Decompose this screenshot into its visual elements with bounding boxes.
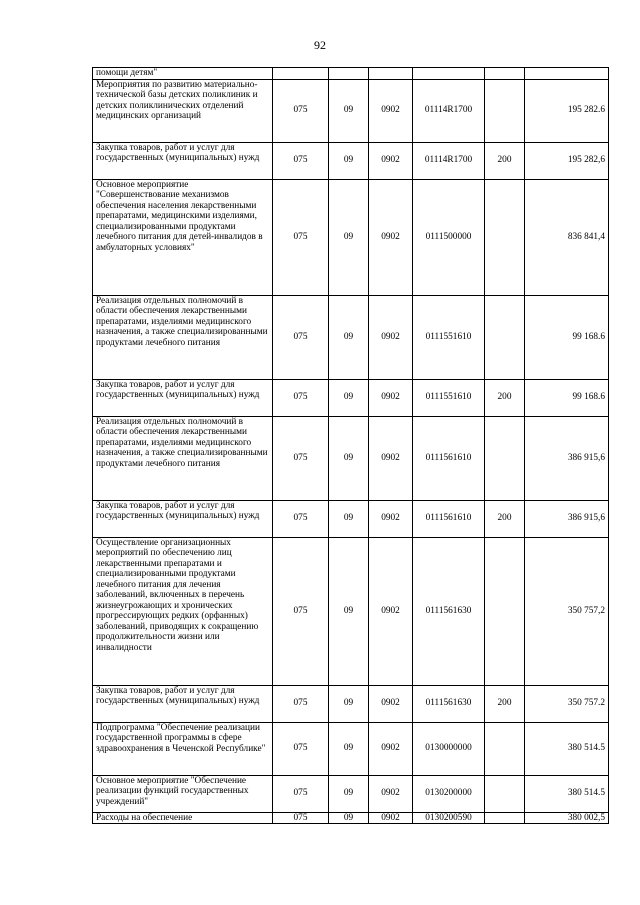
ministry-code-cell: 075: [273, 295, 329, 379]
ministry-code-cell: 075: [273, 722, 329, 775]
subsection-code-cell: 0902: [369, 416, 413, 500]
expense-type-cell: [485, 775, 525, 812]
subsection-code-cell: 0902: [369, 179, 413, 295]
target-article-cell: 0111561610: [413, 416, 485, 500]
amount-cell: 195 282,6: [525, 142, 609, 179]
ministry-code-cell: [273, 68, 329, 80]
table-row: [93, 722, 609, 775]
amount-cell: 350 757.2: [525, 685, 609, 722]
expense-type-cell: [485, 179, 525, 295]
subsection-code-cell: 0902: [369, 537, 413, 685]
table-row: [93, 179, 609, 295]
section-code-cell: 09: [329, 295, 369, 379]
target-article-cell: 0130000000: [413, 722, 485, 775]
amount-cell: 99 168.6: [525, 379, 609, 416]
subsection-code-cell: 0902: [369, 142, 413, 179]
section-code-cell: 09: [329, 500, 369, 537]
target-article-cell: 0111561610: [413, 500, 485, 537]
table-row: [93, 685, 609, 722]
expense-type-cell: 200: [485, 685, 525, 722]
section-code-cell: 09: [329, 179, 369, 295]
ministry-code-cell: 075: [273, 179, 329, 295]
ministry-code-cell: 075: [273, 537, 329, 685]
ministry-code-cell: 075: [273, 685, 329, 722]
table-body: [93, 68, 609, 824]
subsection-code-cell: 0902: [369, 775, 413, 812]
target-article-cell: 0111551610: [413, 295, 485, 379]
subsection-code-cell: 0902: [369, 79, 413, 142]
ministry-code-cell: 075: [273, 142, 329, 179]
subsection-code-cell: 0902: [369, 295, 413, 379]
table-row: [93, 775, 609, 812]
target-article-cell: 0111551610: [413, 379, 485, 416]
section-code-cell: [329, 68, 369, 80]
amount-cell: 380 514.5: [525, 722, 609, 775]
ministry-code-cell: 075: [273, 379, 329, 416]
row-name-cell: Мероприятия по развитию материально-технической базы детских поликлиник и детских поликлинических отделений медицинских организаций: [93, 79, 273, 142]
table-row: [93, 79, 609, 142]
section-code-cell: 09: [329, 812, 369, 824]
amount-cell: 386 915,6: [525, 500, 609, 537]
section-code-cell: 09: [329, 537, 369, 685]
row-name-cell: помощи детям": [93, 68, 273, 80]
amount-cell: 99 168.6: [525, 295, 609, 379]
subsection-code-cell: 0902: [369, 379, 413, 416]
amount-cell: 195 282.6: [525, 79, 609, 142]
section-code-cell: 09: [329, 416, 369, 500]
ministry-code-cell: 075: [273, 79, 329, 142]
table-row: [93, 68, 609, 80]
expense-type-cell: 200: [485, 500, 525, 537]
table-row: [93, 500, 609, 537]
target-article-cell: 0111561630: [413, 685, 485, 722]
expense-type-cell: [485, 537, 525, 685]
expense-type-cell: [485, 295, 525, 379]
amount-cell: 386 915,6: [525, 416, 609, 500]
section-code-cell: 09: [329, 722, 369, 775]
amount-cell: 836 841,4: [525, 179, 609, 295]
table-row: [93, 142, 609, 179]
expense-type-cell: [485, 722, 525, 775]
ministry-code-cell: 075: [273, 812, 329, 824]
row-name-cell: Закупка товаров, работ и услуг для государственных (муниципальных) нужд: [93, 142, 273, 179]
table-row: [93, 537, 609, 685]
row-name-cell: Основное мероприятие "Совершенствование механизмов обеспечения населения лекарственными препаратами, медицинскими изделиями, специализированными продуктами лечебного питания для детей-инвалидов в амбулаторных условиях": [93, 179, 273, 295]
row-name-cell: Реализация отдельных полномочий в области обеспечения лекарственными препаратами, изделиями медицинского назначения, а также специализированными продуктами лечебного питания: [93, 295, 273, 379]
ministry-code-cell: 075: [273, 775, 329, 812]
row-name-cell: Расходы на обеспечение: [93, 812, 273, 824]
target-article-cell: 01114R1700: [413, 142, 485, 179]
target-article-cell: 0130200590: [413, 812, 485, 824]
amount-cell: 380 002,5: [525, 812, 609, 824]
expense-type-cell: 200: [485, 379, 525, 416]
subsection-code-cell: [369, 68, 413, 80]
expense-type-cell: 200: [485, 142, 525, 179]
row-name-cell: Осуществление организационных мероприятий по обеспечению лиц лекарственными препаратами и специализированными продуктами лечебного питания для лечения заболеваний, включенных в перечень жизнеугрожающих и хронических прогрессирующих редких (орфанных) заболеваний, приводящих к сокращению продолжительности жизни или инвалидности: [93, 537, 273, 685]
row-name-cell: Подпрограмма "Обеспечение реализации государственной программы в сфере здравоохранения в Чеченской Республике": [93, 722, 273, 775]
row-name-cell: Закупка товаров, работ и услуг для государственных (муниципальных) нужд: [93, 685, 273, 722]
ministry-code-cell: 075: [273, 500, 329, 537]
amount-cell: 350 757,2: [525, 537, 609, 685]
subsection-code-cell: 0902: [369, 685, 413, 722]
page-number: 92: [314, 38, 326, 52]
expense-type-cell: [485, 68, 525, 80]
table-row: [93, 295, 609, 379]
target-article-cell: 01114R1700: [413, 79, 485, 142]
amount-cell: [525, 68, 609, 80]
subsection-code-cell: 0902: [369, 500, 413, 537]
section-code-cell: 09: [329, 142, 369, 179]
row-name-cell: Основное мероприятие "Обеспечение реализации функций государственных учреждений": [93, 775, 273, 812]
target-article-cell: [413, 68, 485, 80]
expense-type-cell: [485, 416, 525, 500]
budget-table: [92, 67, 609, 824]
section-code-cell: 09: [329, 79, 369, 142]
expense-type-cell: [485, 79, 525, 142]
table-row: [93, 416, 609, 500]
section-code-cell: 09: [329, 775, 369, 812]
row-name-cell: Закупка товаров, работ и услуг для государственных (муниципальных) нужд: [93, 379, 273, 416]
section-code-cell: 09: [329, 685, 369, 722]
target-article-cell: 0111500000: [413, 179, 485, 295]
expense-type-cell: [485, 812, 525, 824]
row-name-cell: Реализация отдельных полномочий в области обеспечения лекарственными препаратами, изделиями медицинского назначения, а также специализированными продуктами лечебного питания: [93, 416, 273, 500]
table-row: [93, 379, 609, 416]
section-code-cell: 09: [329, 379, 369, 416]
row-name-cell: Закупка товаров, работ и услуг для государственных (муниципальных) нужд: [93, 500, 273, 537]
amount-cell: 380 514.5: [525, 775, 609, 812]
target-article-cell: 0111561630: [413, 537, 485, 685]
ministry-code-cell: 075: [273, 416, 329, 500]
table-row: [93, 812, 609, 824]
subsection-code-cell: 0902: [369, 722, 413, 775]
target-article-cell: 0130200000: [413, 775, 485, 812]
subsection-code-cell: 0902: [369, 812, 413, 824]
